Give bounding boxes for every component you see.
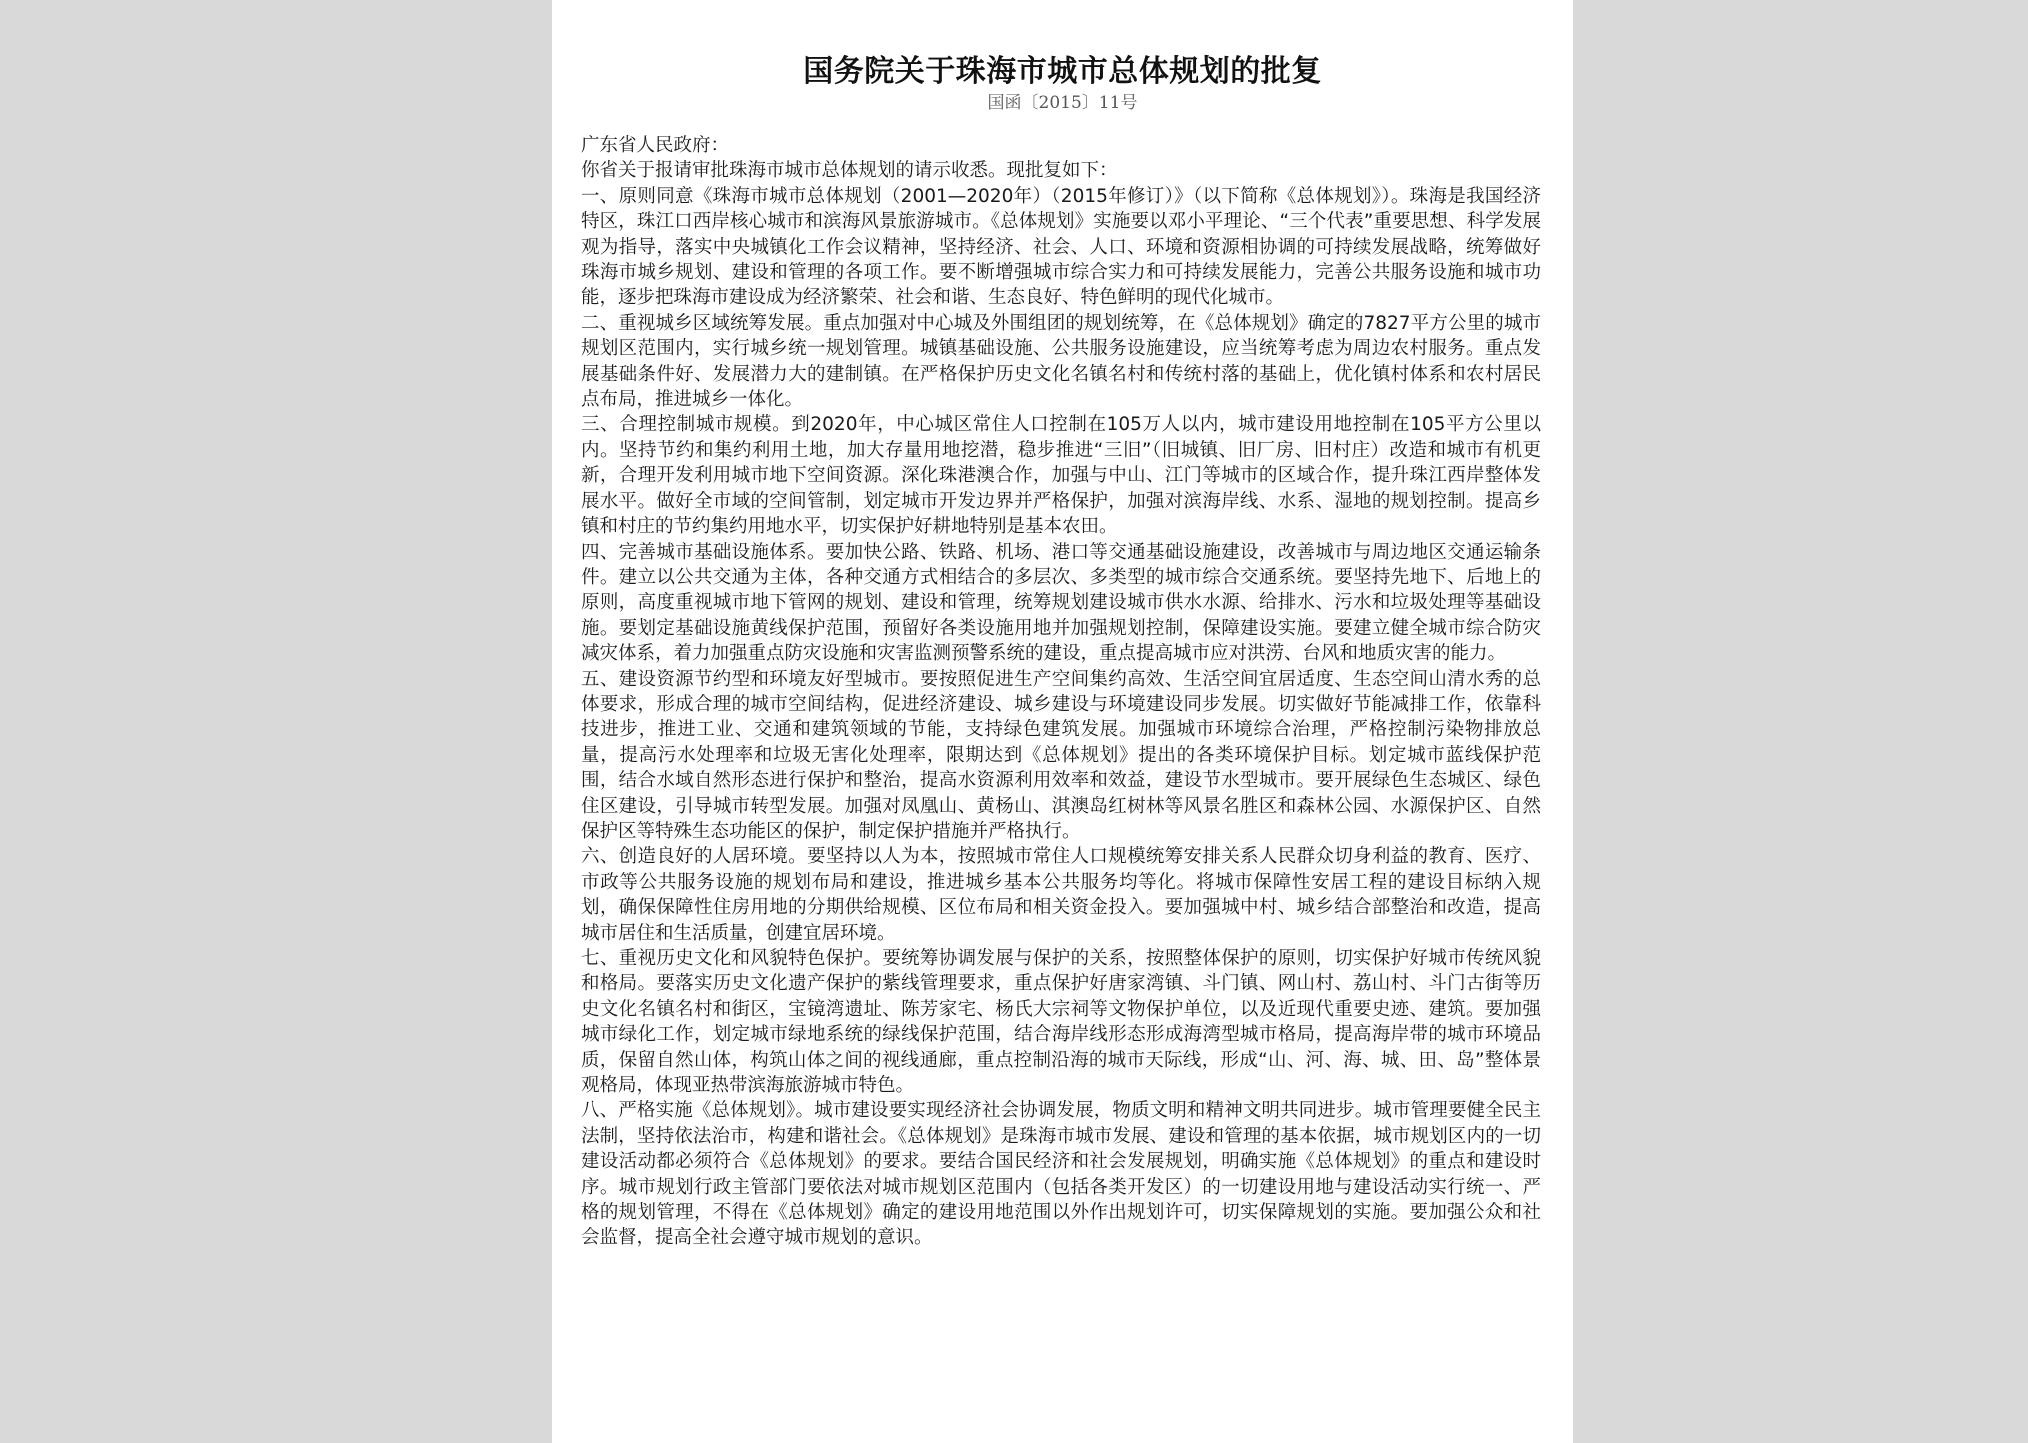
paragraph-7: 七、重视历史文化和风貌特色保护。要统筹协调发展与保护的关系，按照整体保护的原则，切实保护好城市传统风貌和格局。要落实历史文化遗产保护的紫线管理要求，重点保护好唐家湾镇、斗门镇、网山村、荔山村、斗门古街等历史文化名镇名村和街区，宝镜湾遗址、陈芳家宅、杨氏大宗祠等文物保护单位，以及近现代重要史迹、建筑。要加强城市绿化工作，划定城市绿地系统的绿线保护范围，结合海岸线形态形成海湾型城市格局，提高海岸带的城市环境品质，保留自然山体，构筑山体之间的视线通廊，重点控制沿海的城市天际线，形成“山、河、海、城、田、岛”整体景观格局，体现亚热带滨海旅游城市特色。 — [581, 948, 1541, 1097]
paragraph-1: 一、原则同意《珠海市城市总体规划（2001—2020年）（2015年修订）》（以下简称《总体规划》）。珠海是我国经济特区，珠江口西岸核心城市和滨海风景旅游城市。《总体规划》实施要以邓小平理论、“三个代表”重要思想、科学发展观为指导，落实中央城镇化工作会议精神，坚持经济、社会、人口、环境和资源相协调的可持续发展战略，统筹做好珠海市城乡规划、建设和管理的各项工作。要不断增强城市综合实力和可持续发展能力，完善公共服务设施和城市功能，逐步把珠海市建设成为经济繁荣、社会和谐、生态良好、特色鲜明的现代化城市。 — [581, 185, 1541, 309]
document-title: 国务院关于珠海市城市总体规划的批复 — [803, 54, 1322, 89]
paragraph-4: 四、完善城市基础设施体系。要加快公路、铁路、机场、港口等交通基础设施建设，改善城市与周边地区交通运输条件。建立以公共交通为主体，各种交通方式相结合的多层次、多类型的城市综合交通系统。要坚持先地下、后地上的原则，高度重视城市地下管网的规划、建设和管理，统筹规划建设城市供水水源、给排水、污水和垃圾处理等基础设施。要划定基础设施黄线保护范围，预留好各类设施用地并加强规划控制，保障建设实施。要建立健全城市综合防灾减灾体系，着力加强重点防灾设施和灾害监测预警系统的建设，重点提高城市应对洪涝、台风和地质灾害的能力。 — [581, 541, 1541, 665]
paragraph-8: 八、严格实施《总体规划》。城市建设要实现经济社会协调发展，物质文明和精神文明共同进步。城市管理要健全民主法制，坚持依法治市，构建和谐社会。《总体规划》是珠海市城市发展、建设和管理的基本依据，城市规划区内的一切建设活动都必须符合《总体规划》的要求。要结合国民经济和社会发展规划，明确实施《总体规划》的重点和建设时序。城市规划行政主管部门要依法对城市规划区范围内（包括各类开发区）的一切建设用地与建设活动实行统一、严格的规划管理，不得在《总体规划》确定的建设用地范围以外作出规划许可，切实保障规划的实施。要加强公众和社会监督，提高全社会遵守城市规划的意识。 — [581, 1100, 1541, 1249]
paragraph-3: 三、合理控制城市规模。到2020年，中心城区常住人口控制在105万人以内，城市建设用地控制在105平方公里以内。坚持节约和集约利用土地，加大存量用地挖潜，稳步推进“三旧”（旧城镇、旧厂房、旧村庄）改造和城市有机更新，合理开发利用城市地下空间资源。深化珠港澳合作，加强与中山、江门等城市的区域合作，提升珠江西岸整体发展水平。做好全市域的空间管制，划定城市开发边界并严格保护，加强对滨海岸线、水系、湿地的规划控制。提高乡镇和村庄的节约集约用地水平，切实保护好耕地特别是基本农田。 — [581, 414, 1541, 538]
document-number: 国函〔2015〕11号 — [987, 93, 1138, 113]
intro-paragraph: 你省关于报请审批珠海市城市总体规划的请示收悉。现批复如下： — [581, 160, 1118, 182]
document-body — [581, 133, 1541, 1251]
addressee: 广东省人民政府： — [581, 135, 730, 156]
paragraph-5: 五、建设资源节约型和环境友好型城市。要按照促进生产空间集约高效、生活空间宜居适度、生态空间山清水秀的总体要求，形成合理的城市空间结构，促进经济建设、城乡建设与环境建设同步发展。切实做好节能减排工作，依靠科技进步，推进工业、交通和建筑领域的节能，支持绿色建筑发展。加强城市环境综合治理，严格控制污染物排放总量，提高污水处理率和垃圾无害化处理率，限期达到《总体规划》提出的各类环境保护目标。划定城市蓝线保护范围，结合水域自然形态进行保护和整治，提高水资源利用效率和效益，建设节水型城市。要开展绿色生态城区、绿色住区建设，引导城市转型发展。加强对凤凰山、黄杨山、淇澳岛红树林等风景名胜区和森林公园、水源保护区、自然保护区等特殊生态功能区的保护，制定保护措施并严格执行。 — [581, 668, 1541, 842]
document-page — [552, 0, 1573, 1443]
paragraph-2: 二、重视城乡区域统筹发展。重点加强对中心城及外围组团的规划统筹，在《总体规划》确定的7827平方公里的城市规划区范围内，实行城乡统一规划管理。城镇基础设施、公共服务设施建设，应当统筹考虑为周边农村服务。重点发展基础条件好、发展潜力大的建制镇。在严格保护历史文化名镇名村和传统村落的基础上，优化镇村体系和农村居民点布局，推进城乡一体化。 — [581, 312, 1541, 411]
paragraph-6: 六、创造良好的人居环境。要坚持以人为本，按照城市常住人口规模统筹安排关系人民群众切身利益的教育、医疗、市政等公共服务设施的规划布局和建设，推进城乡基本公共服务均等化。将城市保障性安居工程的建设目标纳入规划，确保保障性住房用地的分期供给规模、区位布局和相关资金投入。要加强城中村、城乡结合部整治和改造，提高城市居住和生活质量，创建宜居环境。 — [581, 846, 1541, 944]
